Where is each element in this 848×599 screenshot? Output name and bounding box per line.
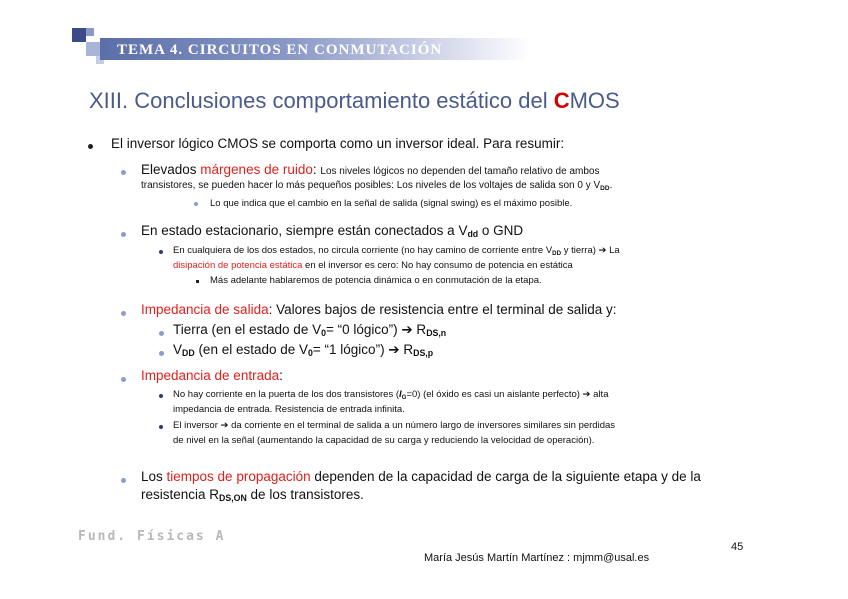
bullet-4-sub2: $V_{DD}$ (en el estado de $V_0=$ “1 lógico”) ➔ $R_{DS,p}$ xyxy=(173,342,434,358)
bullet-dot xyxy=(121,232,126,237)
bullet-2-line2: transistores, se pueden hacer lo más pequeños posibles: Los niveles de los voltajes de salida son 0 y $V_{DD}$. xyxy=(141,180,613,192)
page-number: 45 xyxy=(731,541,744,553)
bullet-dot xyxy=(88,144,93,149)
bullet-4: Impedancia de salida: Valores bajos de resistencia entre el terminal de salida y: xyxy=(141,302,617,317)
bullet-dot xyxy=(121,311,126,316)
bullet-square xyxy=(196,280,199,283)
bullet-5-sub1-line1: No hay corriente en la puerta de los dos transistores $(I_G=0)$ (el óxido es casi un aislante perfecto) ➔ alta xyxy=(173,389,609,401)
header-title: TEMA 4. CIRCUITOS EN CONMUTACIÓN xyxy=(117,42,443,58)
bullet-2-sub1: Lo que indica que el cambio en la señal de salida (signal swing) es el máximo posible. xyxy=(210,198,573,209)
bullet-dot xyxy=(121,377,126,382)
bullet-2-line1: Elevados márgenes de ruido: Los niveles lógicos no dependen del tamaño relativo de ambos xyxy=(141,162,600,177)
bullet-dot xyxy=(159,351,164,356)
bullet-5: Impedancia de entrada: xyxy=(141,368,283,383)
slide-title: XIII. Conclusiones comportamiento estático del CMOS xyxy=(89,88,620,113)
bullet-dot xyxy=(159,331,164,336)
bullet-3-sub1-line2: disipación de potencia estática en el inversor es cero: No hay consumo de potencia en estática xyxy=(173,260,573,271)
bullet-dot xyxy=(159,394,163,398)
logo-square-dark xyxy=(72,28,86,42)
bullet-6-line2: resistencia $R_{DS,ON}$ de los transistores. xyxy=(141,487,364,503)
bullet-dot xyxy=(159,425,163,429)
bullet-5-sub1-line2: impedancia de entrada. Resistencia de entrada infinita. xyxy=(173,404,405,415)
logo-square-light xyxy=(86,42,100,56)
bullet-3: En estado estacionario, siempre están conectados a $V_{dd}$ o GND xyxy=(141,223,524,239)
bullet-5-sub2-line1: El inversor ➔ da corriente en el terminal de salida a un número largo de inversores similares sin perdidas xyxy=(173,420,616,431)
bullet-3-sub1-line1: En cualquiera de los dos estados, no circula corriente (no hay camino de corriente entre $V_{DD}$ y tierra) ➔ La xyxy=(173,245,620,257)
logo-square-mid xyxy=(86,28,94,36)
bullet-5-sub2-line2: de nivel en la señal (aumentando la capacidad de su carga y reduciendo la velocidad de operación). xyxy=(173,435,595,446)
bullet-dot xyxy=(121,170,126,175)
bullet-3-sub2: Más adelante hablaremos de potencia dinámica o en conmutación de la etapa. xyxy=(210,275,542,286)
bullet-dot xyxy=(121,478,126,483)
bullet-1: El inversor lógico CMOS se comporta como un inversor ideal. Para resumir: xyxy=(111,136,565,151)
footer-logo: Fund. Físicas A xyxy=(78,529,226,544)
bullet-dot xyxy=(159,250,163,254)
footer-author: María Jesús Martín Martínez : mjmm@usal.es xyxy=(424,552,650,564)
bullet-dot xyxy=(194,202,198,206)
bullet-6-line1: Los tiempos de propagación dependen de la capacidad de carga de la siguiente etapa y de la xyxy=(141,469,701,484)
bullet-4-sub1: Tierra (en el estado de $V_0=$ “0 lógico”) ➔ $R_{DS,n}$ xyxy=(173,322,447,338)
